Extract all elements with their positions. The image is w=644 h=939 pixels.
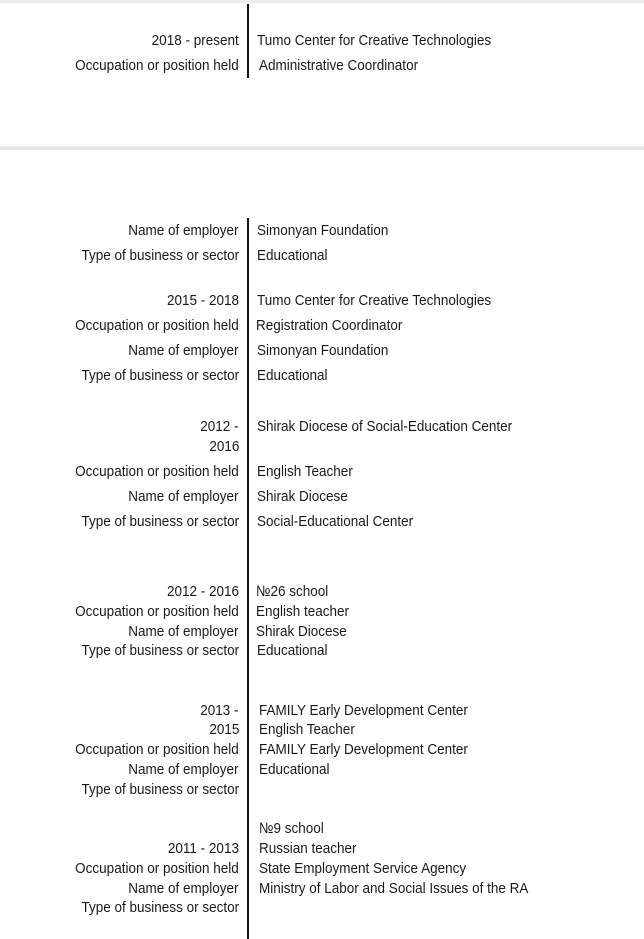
occupation-value: Administrative Coordinator (259, 57, 419, 74)
entry-value-line: Ministry of Labor and Social Issues of the RA (259, 880, 529, 897)
entry-dates: 2012 - 2016 (166, 583, 239, 600)
entry-organization: №26 school (256, 583, 329, 600)
entry-dates-start: 2012 - (200, 418, 239, 435)
occupation-label: Occupation or position held (75, 741, 239, 758)
entry-dates-end: 2015 (208, 721, 239, 738)
employer-label: Name of employer (128, 623, 239, 640)
occupation-label: Occupation or position held (75, 463, 239, 480)
entry-value-line: FAMILY Early Development Center (259, 702, 468, 719)
occupation-label: Occupation or position held (75, 57, 239, 74)
employer-label: Name of employer (128, 761, 239, 778)
entry-value-line: English Teacher (259, 721, 355, 738)
entry-value-line: State Employment Service Agency (259, 860, 467, 877)
entry-organization: Tumo Center for Creative Technologies (257, 292, 492, 309)
sector-label: Type of business or sector (81, 247, 239, 264)
entry-dates-start: 2013 - (200, 702, 239, 719)
sector-value: Social-Educational Center (257, 513, 414, 530)
entry-value-line: Russian teacher (259, 840, 357, 857)
occupation-value: Registration Coordinator (256, 317, 403, 334)
employer-label: Name of employer (128, 342, 239, 359)
page-top-edge (0, 0, 644, 3)
column-divider (247, 218, 249, 939)
occupation-label: Occupation or position held (75, 603, 239, 620)
sector-value: Educational (257, 367, 328, 384)
sector-label: Type of business or sector (81, 513, 239, 530)
entry-dates: 2015 - 2018 (166, 292, 239, 309)
occupation-label: Occupation or position held (75, 860, 239, 877)
employer-label: Name of employer (128, 880, 239, 897)
sector-label: Type of business or sector (81, 781, 239, 798)
sector-label: Type of business or sector (81, 367, 239, 384)
entry-dates: 2018 - present (151, 32, 239, 49)
sector-label: Type of business or sector (81, 642, 239, 659)
employer-label: Name of employer (128, 222, 239, 239)
occupation-value: English teacher (256, 603, 350, 620)
entry-organization: Shirak Diocese of Social-Education Center (257, 418, 513, 435)
sector-label: Type of business or sector (81, 899, 239, 916)
entry-value-line: FAMILY Early Development Center (259, 741, 468, 758)
entry-value-line: №9 school (259, 820, 324, 837)
occupation-label: Occupation or position held (75, 317, 239, 334)
sector-value: Educational (257, 642, 328, 659)
entry-organization: Tumo Center for Creative Technologies (257, 32, 492, 49)
occupation-value: English Teacher (257, 463, 353, 480)
employer-value: Simonyan Foundation (257, 222, 389, 239)
entry-dates-end: 2016 (208, 438, 239, 455)
employer-value: Simonyan Foundation (257, 342, 389, 359)
employer-value: Shirak Diocese (256, 623, 347, 640)
column-divider (247, 4, 249, 78)
page-separator (0, 146, 644, 150)
entry-dates: 2011 - 2013 (167, 840, 239, 857)
sector-value: Educational (257, 247, 328, 264)
employer-label: Name of employer (128, 488, 239, 505)
employer-value: Shirak Diocese (257, 488, 348, 505)
entry-value-line: Educational (259, 761, 330, 778)
